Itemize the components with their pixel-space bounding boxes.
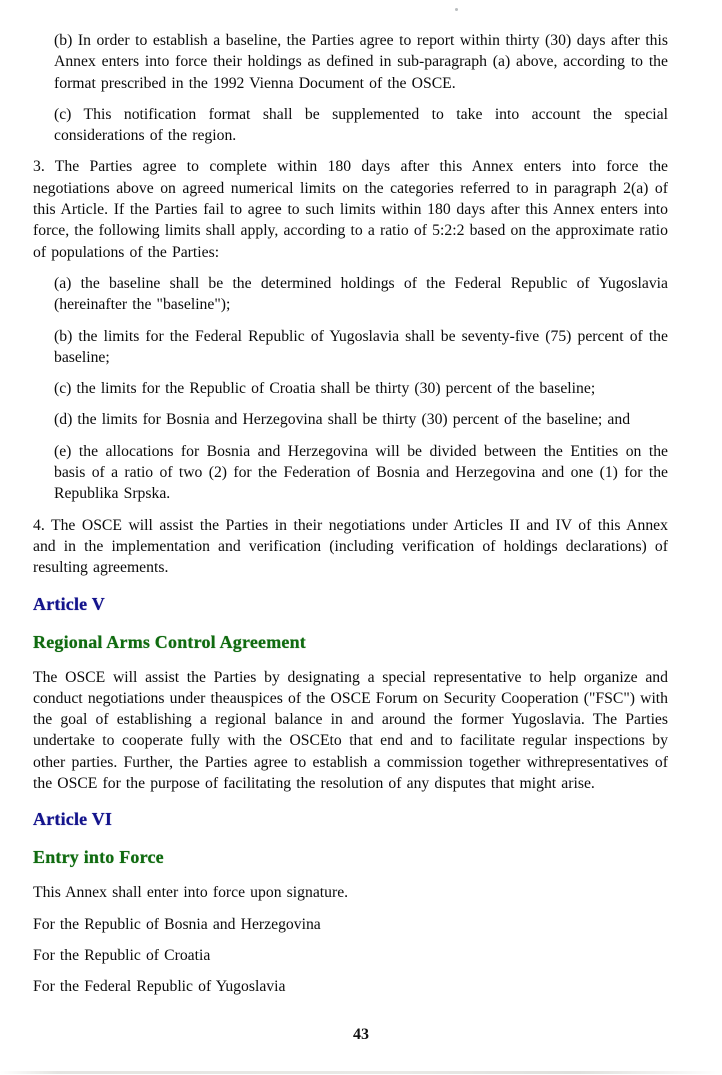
paragraph: This Annex shall enter into force upon signature. [33, 884, 349, 902]
sub-paragraph: (c) This notification format shall be supplemented to take into account the special considerations of the region. [54, 105, 668, 145]
sub-paragraph: (e) the allocations for Bosnia and Herzegovina will be divided between the Entities on the basis of a ratio of two (2) for the Federation of Bosnia and Herzegovina and one (1) for the Republika Srpska. [54, 442, 668, 503]
sub-paragraph: (d) the limits for Bosnia and Herzegovina shall be thirty (30) percent of the baseline; and [54, 411, 631, 429]
article-heading: Article VI [33, 809, 113, 830]
scan-artifact-dot [455, 8, 458, 11]
section-heading: Entry into Force [33, 847, 164, 868]
sub-paragraph: (a) the baseline shall be the determined holdings of the Federal Republic of Yugoslavia (hereinafter the "baseline"); [54, 274, 668, 314]
paragraph: For the Republic of Croatia [33, 946, 211, 964]
scan-artifact-streak [0, 1071, 722, 1074]
paragraph: The OSCE will assist the Parties by designating a special representative to help organize and conduct negotiations under theauspices of the OSCE Forum on Security Cooperation ("FSC") with the goal of establishing a regional balance in and around the former Yugoslavia. The Parties undertake to cooperate fully with the OSCEto that end and to facilitate regular inspections by other parties. Further, the Parties agree to establish a commission together withrepresentatives of the OSCE for the purpose of facilitating the resolution of any disputes that might arise. [33, 668, 668, 793]
article-heading: Article V [33, 593, 105, 614]
sub-paragraph: (c) the limits for the Republic of Croatia shall be thirty (30) percent of the baseline; [54, 380, 596, 398]
document-body [33, 30, 668, 1008]
paragraph: 3. The Parties agree to complete within 180 days after this Annex enters into force the negotiations above on agreed numerical limits on the categories referred to in paragraph 2(a) of this Article. If the Parties fail to agree to such limits within 180 days after this Annex enters into force, the following limits shall apply, according to a ratio of 5:2:2 based on the approximate ratio of populations of the Parties: [33, 158, 668, 261]
paragraph: For the Republic of Bosnia and Herzegovina [33, 915, 321, 933]
paragraph: 4. The OSCE will assist the Parties in their negotiations under Articles II and IV of this Annex and in the implementation and verification (including verification of holdings declarations) of resulting agreements. [33, 516, 668, 577]
page-footer [0, 1026, 722, 1044]
paragraph: For the Federal Republic of Yugoslavia [33, 978, 286, 996]
page-number: 43 [353, 1026, 369, 1043]
sub-paragraph: (b) In order to establish a baseline, the Parties agree to report within thirty (30) days after this Annex enters into force their holdings as defined in sub-paragraph (a) above, according to the format prescribed in the 1992 Vienna Document of the OSCE. [54, 32, 668, 92]
section-heading: Regional Arms Control Agreement [33, 631, 307, 652]
sub-paragraph: (b) the limits for the Federal Republic of Yugoslavia shall be seventy-five (75) percent of the baseline; [54, 327, 668, 366]
